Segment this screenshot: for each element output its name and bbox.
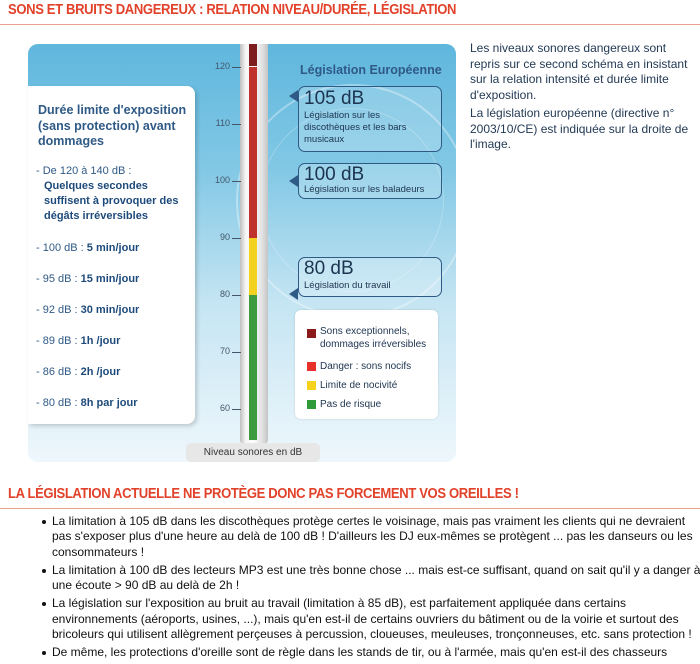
tick-mark xyxy=(232,181,241,182)
tick-label: 100 xyxy=(214,175,230,185)
callout-pointer xyxy=(289,175,298,187)
section-title-legislation: LA LÉGISLATION ACTUELLE NE PROTÈGE DONC PAS FORCEMENT VOS OREILLES ! xyxy=(8,486,519,502)
callout-discotheques-text: Législation sur les discothèques et les bars musicaux xyxy=(304,110,407,145)
legend-swatch xyxy=(307,400,316,409)
exposure-duration-title: Durée limite d'exposition (sans protection) avant dommages xyxy=(38,103,187,148)
zone-bar-safe xyxy=(249,295,257,440)
legend-label: Danger : sons nocifs xyxy=(320,361,412,372)
callout-baladeurs-text: Législation sur les baladeurs xyxy=(304,184,425,195)
section-divider xyxy=(0,508,700,509)
tick-mark xyxy=(232,352,241,353)
list-item: La limitation à 100 dB des lecteurs MP3 est une très bonne chose ... mais est-ce suffisant, quand on sait qu'il y a danger à une écoute > 90 dB au delà de 2h ! xyxy=(52,562,700,593)
tick-mark xyxy=(232,67,241,68)
exposure-item: - 89 dB : 1h /jour xyxy=(36,335,121,347)
bullet-list xyxy=(40,514,700,664)
list-item: La limitation à 105 dB dans les discothèques protège certes le voisinage, mais pas vraiment les clients qui ne devraient pas s'exposer plus d'une heure au delà de 100 dB ! D'ailleurs les DJ eux-mêmes se protègent ... pas les danseurs ou les consommateurs ! xyxy=(52,514,700,560)
tick-label: 70 xyxy=(219,346,230,356)
tick-label: 110 xyxy=(215,118,230,128)
legend-swatch xyxy=(307,381,316,390)
legislation-title: Législation Européenne xyxy=(300,63,442,77)
callout-pointer xyxy=(289,90,298,102)
title-divider xyxy=(0,24,700,25)
exposure-item-120-140-text: Quelques secondes suffisent à provoquer des dégâts irréversibles xyxy=(44,180,179,222)
tick-mark xyxy=(232,238,241,239)
tick-label: 90 xyxy=(219,232,230,242)
tick-label: 120 xyxy=(214,61,230,71)
list-item: La législation sur l'exposition au bruit au travail (limitation à 85 dB), est parfaitement appliquée dans certains environnements (aéroports, usines, ...), mais qu'en est-il de certains ouvriers du bâtiment ou de la voirie et surtout des bricoleurs qui utilisent allègrement perçeuses à percussion, cloueuses, meuleuses, tronçonneuses, etc. sans protection ! xyxy=(52,596,700,642)
exposure-item: - 92 dB : 30 min/jour xyxy=(36,304,140,316)
exposure-item: - 80 dB : 8h par jour xyxy=(36,397,138,409)
page-title: SONS ET BRUITS DANGEREUX : RELATION NIVEAU/DURÉE, LÉGISLATION xyxy=(8,2,457,18)
description-paragraph: La législation européenne (directive n° 2003/10/CE) est indiquée sur la droite de l'image. xyxy=(470,106,689,151)
tick-label: 60 xyxy=(219,403,230,413)
zone-bar-extreme xyxy=(249,44,257,66)
scale-label: Niveau sonores en dB xyxy=(186,443,320,462)
exposure-item: - 86 dB : 2h /jour xyxy=(36,366,121,378)
description-paragraph: Les niveaux sonores dangereux sont repris sur ce second schéma en insistant sur la relation intensité et durée limite d'exposition. xyxy=(470,41,688,102)
legend-swatch xyxy=(307,329,316,338)
legend-swatch xyxy=(307,362,316,371)
zone-bar-limit xyxy=(249,238,257,295)
legend-label: Sons exceptionnels, dommages irréversibles xyxy=(320,326,427,350)
exposure-item: - 100 dB : 5 min/jour xyxy=(36,242,140,254)
callout-discotheques-value: 105 dB xyxy=(304,88,365,109)
exposure-item-120-140: - De 120 à 140 dB : xyxy=(36,165,132,177)
callout-travail-text: Législation du travail xyxy=(304,280,391,291)
callout-travail-value: 80 dB xyxy=(304,258,354,279)
legend-label: Pas de risque xyxy=(320,399,382,410)
tick-mark xyxy=(232,409,241,410)
tick-mark xyxy=(232,295,241,296)
tick-label: 80 xyxy=(219,289,230,299)
zone-bar-danger xyxy=(249,67,257,238)
tick-mark xyxy=(232,124,241,125)
callout-pointer xyxy=(289,288,298,300)
exposure-item: - 95 dB : 15 min/jour xyxy=(36,273,140,285)
callout-baladeurs-value: 100 dB xyxy=(304,164,365,185)
legend-label: Limite de nocivité xyxy=(320,380,398,391)
list-item: De même, les protections d'oreille sont de règle dans les stands de tir, ou à l'armée, mais qu'en est-il des chasseurs xyxy=(52,645,700,660)
